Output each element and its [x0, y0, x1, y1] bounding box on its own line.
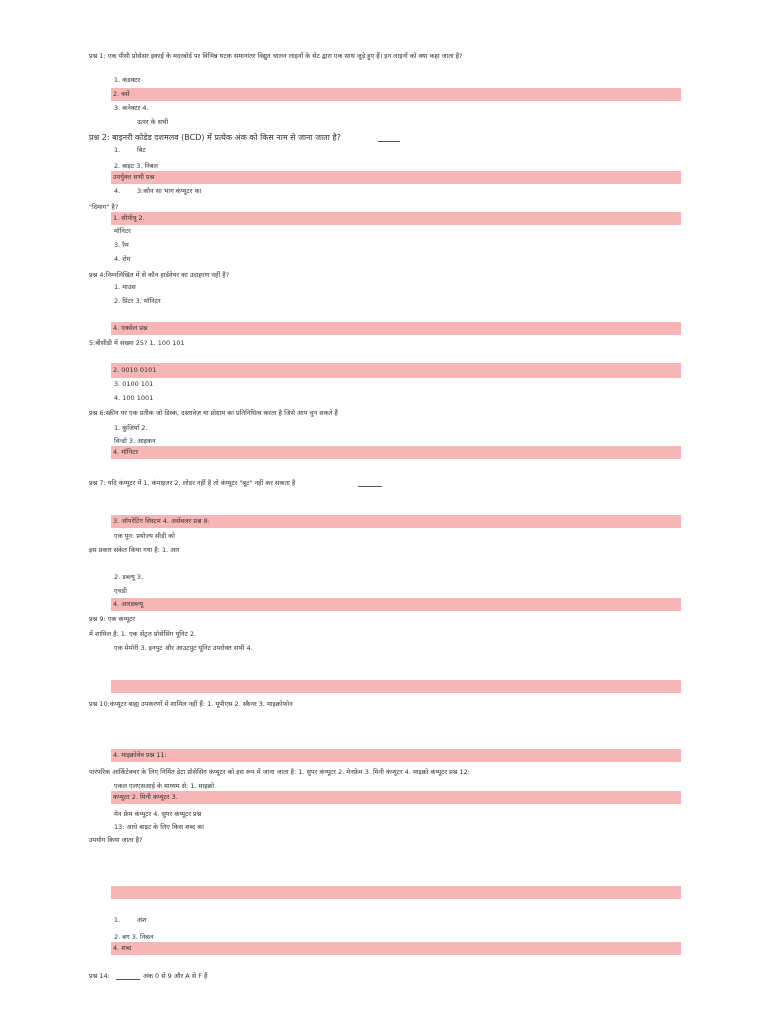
- question-9-text: प्रश्न 9: एक कंप्यूटर: [89, 615, 136, 623]
- q4-option-4: 4. एक्सेल प्रश्न: [113, 324, 148, 332]
- q6-option-2: विन्डो 3. आइकन: [114, 437, 156, 445]
- q14-answer-blank: [116, 979, 140, 980]
- q5-option-4: 4. 100 1001: [114, 394, 154, 402]
- q3-number: 4.: [114, 187, 121, 195]
- q7-answer-blank: [358, 486, 382, 487]
- question-11-text: पारंपरिक आर्किटेक्चर के लिए निर्मित डेटा प्रोसेसिंग कंप्यूटर को इस रूप में जाना जाता है: 1. सुपर कंप्यूटर 2. मेनफ्रेम 3. मिनी कंप्यूटर 4. माइक्रो कंप्यूटर प्रश्न 12:: [89, 768, 470, 776]
- q3-answer-highlight: [111, 212, 681, 225]
- q10-option-4: 4. माइक्रोवेव प्रश्न 11:: [113, 751, 167, 759]
- q2-option-2: 2. बाइट 3. निबल: [114, 162, 158, 170]
- q1-option-1: 1. कंडक्टर: [114, 76, 141, 84]
- q1-answer-highlight: [111, 88, 681, 101]
- q4-answer-highlight: [111, 322, 681, 335]
- q8-option-4: 4. आरडब्ल्यू: [113, 600, 144, 608]
- question-14-label: प्रश्न 14:: [89, 972, 110, 980]
- question-3-text: 3:कौन सा भाग कंप्यूटर का: [137, 187, 202, 195]
- q1-option-2: 2. बसें: [113, 90, 130, 98]
- q13-option-2: 2. बग 3. निबल: [114, 933, 154, 941]
- q6-option-4: 4. मॉनिटर: [113, 448, 139, 456]
- q7-option-3: 3. ऑपरेटिंग सिस्टम 4. असेंबलर प्रश्न 8:: [113, 517, 210, 525]
- question-10-text: प्रश्न 10:कंप्यूटर बाह्य उपकरणों में शामिल नहीं हैं: 1. यूपीएस 2. स्कैनर 3. माइक्रोफोन: [89, 700, 293, 708]
- q13-highlight-band: [111, 886, 681, 899]
- question-2-text: प्रश्न 2: बाइनरी कोडेड दशमलव (BCD) में प्रत्येक अंक को किस नाम से जाना जाता है?: [89, 133, 341, 142]
- q8-answer-highlight: [111, 598, 681, 611]
- q2-answer-highlight: [111, 171, 681, 184]
- q3-option-1: 1. सीपीयू 2.: [113, 214, 145, 222]
- q2-option-1: बिट: [137, 146, 146, 154]
- q3-option-4: 4. रोम: [114, 255, 131, 263]
- q12-answer-highlight: [111, 791, 681, 804]
- question-9-line-3: एक मेमोरी 3. इनपुट और आउटपुट यूनिट उपरोक्त सभी 4.: [114, 644, 253, 652]
- q1-option-3: 3. कनेक्टर 4.: [114, 104, 149, 112]
- q3-option-2: मॉनिटर: [114, 227, 131, 235]
- q4-option-2: 2. प्रिंटर 3. मॉनिटर: [114, 297, 161, 305]
- question-13-text: 13: आधे बाइट के लिए किस शब्द का: [114, 823, 204, 831]
- q13-option-4: 4. शब्द: [113, 944, 132, 952]
- question-6-text: प्रश्न 6:स्क्रीन पर एक प्रतीक जो डिस्क, दस्तावेज़ या प्रोग्राम का प्रतिनिधित्व करता है जिसे आप चुन सकते हैं: [89, 409, 338, 417]
- q7-answer-highlight: [111, 515, 681, 528]
- q4-option-1: 1. माउस: [114, 283, 136, 291]
- q2-answer-blank: [378, 141, 400, 142]
- q13-option-1: अंश: [137, 916, 147, 924]
- q6-option-1: 1. कुंजियाँ 2.: [114, 424, 148, 432]
- q5-option-3: 3. 0100 101: [114, 380, 154, 388]
- q5-answer-highlight: [111, 363, 681, 378]
- question-5-text: 5:बीसीडी में संख्या 25? 1. 100 101: [89, 339, 185, 347]
- question-12-text: एकल एलएसआई के माध्यम से: 1. माइक्रो: [114, 782, 215, 790]
- q1-option-4: ऊपर के सभी: [137, 118, 169, 126]
- question-7-text: प्रश्न 7: यदि कंप्यूटर में 1. कंपाइलर 2. लोडर नहीं है तो कंप्यूटर "बूट" नहीं कर सकता है: [89, 479, 296, 487]
- question-3-continued: "दिमाग" है?: [89, 203, 119, 211]
- q8-option-3: एचडी: [114, 587, 127, 595]
- q2-option-1-number: 1.: [114, 146, 121, 154]
- question-14-text: अंक 0 से 9 और A से F हैं: [143, 972, 208, 980]
- q13-answer-highlight: [111, 942, 681, 955]
- q13-option-1-number: 1.: [114, 916, 121, 924]
- q8-option-2: 2. डब्ल्यू 3.: [114, 573, 144, 581]
- q2-option-3: उपर्युक्त सभी प्रश्न: [113, 173, 155, 181]
- q12-options-line: मेन फ्रेम कंप्यूटर 4. सुपर कंप्यूटर प्रश्न: [114, 810, 202, 818]
- q3-option-3: 3. रैम: [114, 241, 129, 249]
- question-1-text: प्रश्न 1: एक पीसी प्रोसेसर इकाई के मदरबोर्ड पर विभिन्न घटक समानांतर विद्युत चालन लाइनों के सेट द्वारा एक साथ जुड़े हुए हैं। इन लाइनों को क्या कहा जाता है?: [89, 52, 463, 60]
- q5-option-2: 2. 0010 0101: [113, 366, 157, 374]
- q6-answer-highlight: [111, 446, 681, 459]
- q9-answer-highlight: [111, 680, 681, 693]
- question-4-text: प्रश्न 4:निम्नलिखित में से कौन हार्डवेयर का उदाहरण नहीं है?: [89, 271, 230, 279]
- q10-answer-highlight: [111, 749, 681, 762]
- question-8-text: एक पुन: प्रयोज्य सीडी को: [114, 532, 175, 540]
- question-9-line-2: में शामिल है: 1. एक सेंट्रल प्रोसेसिंग यूनिट 2.: [89, 630, 197, 638]
- q12-option-2: कंप्यूटर 2. मिनी कंप्यूटर 3.: [113, 793, 178, 801]
- question-13-continued: उपयोग किया जाता है?: [89, 836, 143, 844]
- question-8-continued: इस प्रकार संकेत किया गया है: 1. आर: [89, 546, 180, 554]
